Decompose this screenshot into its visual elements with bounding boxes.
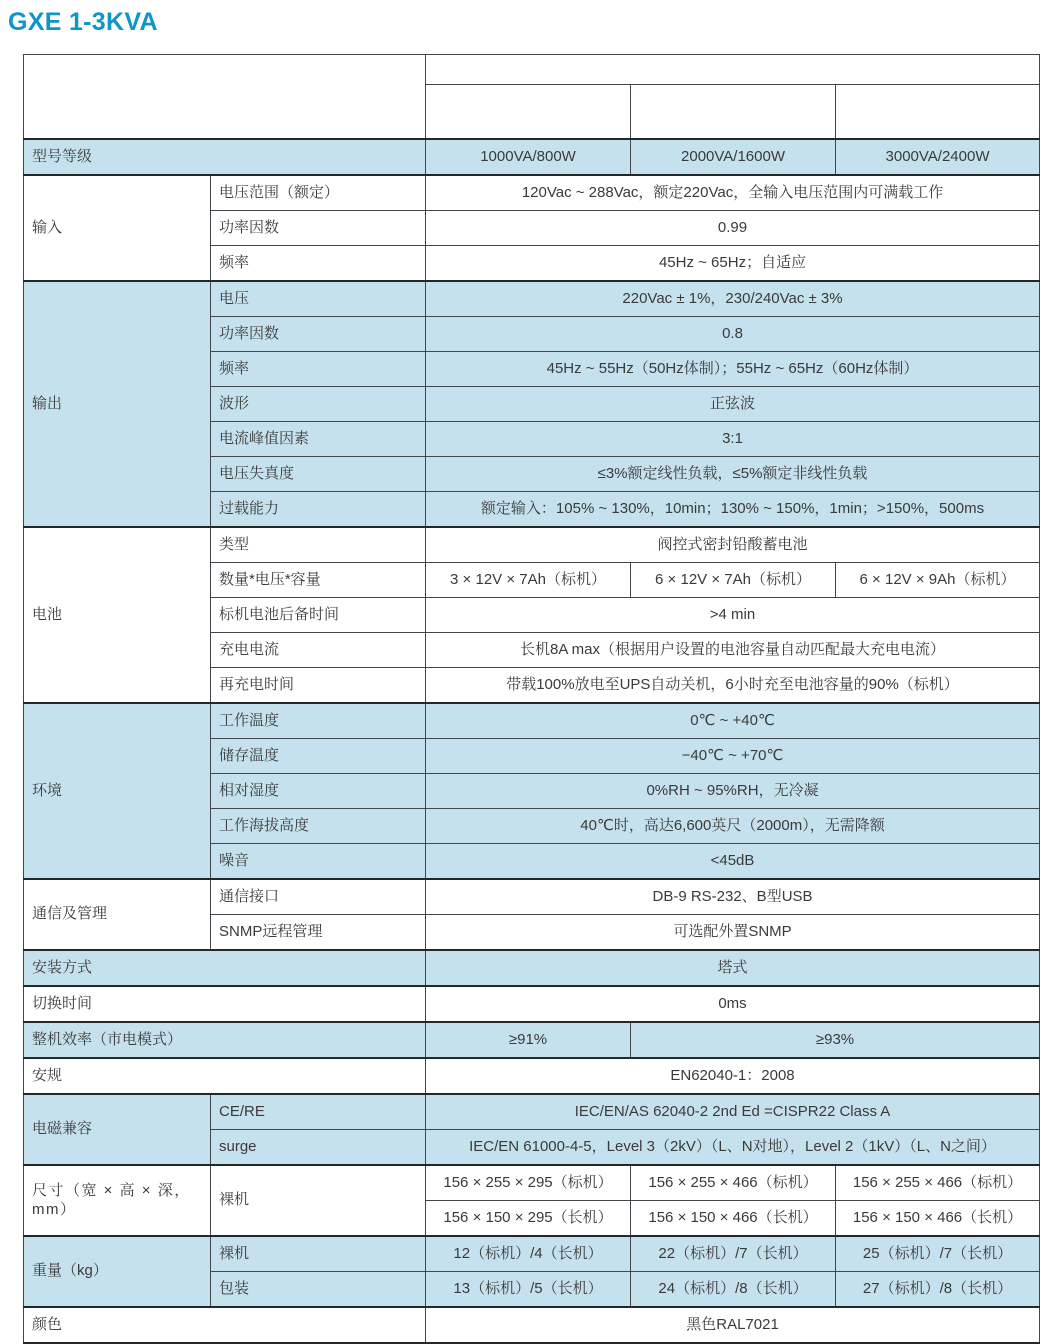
row-installation (24, 950, 1040, 986)
input-param-power-factor: 功率因数 (211, 211, 426, 246)
row-rating (24, 139, 1040, 175)
model-header-3 (836, 85, 1040, 140)
row-env-operating-temp (24, 703, 1040, 739)
row-emc-cere (24, 1094, 1040, 1130)
model-3-line2: /GXE03k00TL1101C00 (859, 111, 1016, 129)
comm-value-snmp: 可选配外置SNMP (426, 915, 1040, 951)
row-safety (24, 1058, 1040, 1094)
env-value-humidity: 0%RH ~ 95%RH，无冷凝 (426, 774, 1040, 809)
battery-value-backup-time: >4 min (426, 598, 1040, 633)
emc-value-surge: IEC/EN 61000-4-5，Level 3（2kV）（L、N对地），Level 2（1kV）（L、N之间） (426, 1130, 1040, 1166)
model-2-line1: GXE 02k00TS1101C00 (654, 92, 812, 110)
output-param-voltage: 电压 (211, 281, 426, 317)
color-label: 颜色 (24, 1307, 426, 1343)
weight-param-packed: 包装 (211, 1272, 426, 1308)
rating-value-2: 2000VA/1600W (631, 139, 836, 175)
output-param-crest-factor: 电流峰值因素 (211, 422, 426, 457)
battery-section-label: 电池 (24, 527, 211, 703)
efficiency-value-model23: ≥93% (631, 1022, 1040, 1058)
output-value-frequency: 45Hz ~ 55Hz（50Hz体制）；55Hz ~ 65Hz（60Hz体制） (426, 352, 1040, 387)
output-param-distortion: 电压失真度 (211, 457, 426, 492)
input-value-power-factor: 0.99 (426, 211, 1040, 246)
output-value-overload: 额定输入：105% ~ 130%，10min；130% ~ 150%，1min；>150%，500ms (426, 492, 1040, 528)
battery-qty-value-2: 6 × 12V × 7Ah（标机） (631, 563, 836, 598)
output-param-overload: 过载能力 (211, 492, 426, 528)
battery-param-charge-current: 充电电流 (211, 633, 426, 668)
output-value-power-factor: 0.8 (426, 317, 1040, 352)
row-output-voltage (24, 281, 1040, 317)
weight-bare-value-1: 12（标机）/4（长机） (426, 1236, 631, 1272)
model-3-line1: GXE03k00TS1101C00 (861, 92, 1014, 110)
dimensions-section-label: 尺寸（宽 × 高 × 深，mm） (24, 1165, 211, 1236)
weight-section-label: 重量（kg） (24, 1236, 211, 1307)
installation-value: 塔式 (426, 950, 1040, 986)
rating-label: 型号等级 (24, 139, 426, 175)
battery-value-recharge-time: 带载100%放电至UPS自动关机，6小时充至电池容量的90%（标机） (426, 668, 1040, 704)
output-param-frequency: 频率 (211, 352, 426, 387)
row-battery-type (24, 527, 1040, 563)
dimensions-standard-value-1: 156 × 255 × 295（标机） (426, 1165, 631, 1201)
input-param-voltage-range: 电压范围（额定） (211, 175, 426, 211)
battery-qty-value-3: 6 × 12V × 9Ah（标机） (836, 563, 1040, 598)
output-value-voltage: 220Vac ± 1%，230/240Vac ± 3% (426, 281, 1040, 317)
spec-table (23, 54, 1040, 1344)
output-param-power-factor: 功率因数 (211, 317, 426, 352)
weight-bare-value-3: 25（标机）/7（长机） (836, 1236, 1040, 1272)
env-param-altitude: 工作海拔高度 (211, 809, 426, 844)
env-param-humidity: 相对湿度 (211, 774, 426, 809)
weight-param-bare: 裸机 (211, 1236, 426, 1272)
safety-value: EN62040-1：2008 (426, 1058, 1040, 1094)
battery-param-backup-time: 标机电池后备时间 (211, 598, 426, 633)
output-value-crest-factor: 3:1 (426, 422, 1040, 457)
header-row-product-model (24, 55, 1040, 85)
env-param-operating-temp: 工作温度 (211, 703, 426, 739)
emc-value-cere: IEC/EN/AS 62040-2 2nd Ed =CISPR22 Class A (426, 1094, 1040, 1130)
output-param-waveform: 波形 (211, 387, 426, 422)
battery-param-recharge-time: 再充电时间 (211, 668, 426, 704)
installation-label: 安装方式 (24, 950, 426, 986)
weight-packed-value-1: 13（标机）/5（长机） (426, 1272, 631, 1308)
row-input-voltage-range (24, 175, 1040, 211)
output-section-label: 输出 (24, 281, 211, 527)
battery-value-charge-current: 长机8A max（根据用户设置的电池容量自动匹配最大充电电流） (426, 633, 1040, 668)
weight-packed-value-3: 27（标机）/8（长机） (836, 1272, 1040, 1308)
safety-label: 安规 (24, 1058, 426, 1094)
transfer-time-label: 切换时间 (24, 986, 426, 1022)
row-color (24, 1307, 1040, 1343)
row-transfer-time (24, 986, 1040, 1022)
dimensions-standard-value-2: 156 × 255 × 466（标机） (631, 1165, 836, 1201)
env-value-altitude: 40℃时，高达6,600英尺（2000m），无需降额 (426, 809, 1040, 844)
model-1-line1: GXE01k00TS1101C00 (451, 92, 605, 110)
env-param-noise: 噪音 (211, 844, 426, 880)
rating-value-3: 3000VA/2400W (836, 139, 1040, 175)
efficiency-label: 整机效率（市电模式） (24, 1022, 426, 1058)
input-section-label: 输入 (24, 175, 211, 281)
input-value-voltage-range: 120Vac ~ 288Vac，额定220Vac，全输入电压范围内可满载工作 (426, 175, 1040, 211)
battery-qty-value-1: 3 × 12V × 7Ah（标机） (426, 563, 631, 598)
weight-packed-value-2: 24（标机）/8（长机） (631, 1272, 836, 1308)
dimensions-longrun-value-1: 156 × 150 × 295（长机） (426, 1201, 631, 1237)
page-title: GXE 1-3KVA (8, 8, 158, 36)
comm-value-interface: DB-9 RS-232、B型USB (426, 879, 1040, 915)
env-value-noise: <45dB (426, 844, 1040, 880)
output-value-distortion: ≤3%额定线性负载，≤5%额定非线性负载 (426, 457, 1040, 492)
weight-bare-value-2: 22（标机）/7（长机） (631, 1236, 836, 1272)
battery-param-qty: 数量*电压*容量 (211, 563, 426, 598)
row-dimensions-standard (24, 1165, 1040, 1201)
row-efficiency (24, 1022, 1040, 1058)
env-value-operating-temp: 0℃ ~ +40℃ (426, 703, 1040, 739)
model-2-line2: / GXE 02k00TL1101C00 (650, 111, 816, 129)
input-value-frequency: 45Hz ~ 65Hz；自适应 (426, 246, 1040, 282)
dimensions-longrun-value-3: 156 × 150 × 466（长机） (836, 1201, 1040, 1237)
comm-param-interface: 通信接口 (211, 879, 426, 915)
model-1-line2: / GXE 01k00TL1101C00 (445, 111, 611, 129)
row-comm-interface (24, 879, 1040, 915)
rating-value-1: 1000VA/800W (426, 139, 631, 175)
dimensions-longrun-value-2: 156 × 150 × 466（长机） (631, 1201, 836, 1237)
model-header-2 (631, 85, 836, 140)
emc-section-label: 电磁兼容 (24, 1094, 211, 1165)
communication-section-label: 通信及管理 (24, 879, 211, 950)
env-value-storage-temp: −40℃ ~ +70℃ (426, 739, 1040, 774)
row-weight-bare (24, 1236, 1040, 1272)
emc-param-cere: CE/RE (211, 1094, 426, 1130)
input-param-frequency: 频率 (211, 246, 426, 282)
product-model-header-cell: 产品型号 (426, 55, 1040, 85)
efficiency-value-model1: ≥91% (426, 1022, 631, 1058)
emc-param-surge: surge (211, 1130, 426, 1166)
param-header-cell: 参数 (24, 55, 426, 140)
color-value: 黑色RAL7021 (426, 1307, 1040, 1343)
model-header-1 (426, 85, 631, 140)
dimensions-param-bare-unit: 裸机 (211, 1165, 426, 1236)
comm-param-snmp: SNMP远程管理 (211, 915, 426, 951)
battery-value-type: 阀控式密封铅酸蓄电池 (426, 527, 1040, 563)
battery-param-type: 类型 (211, 527, 426, 563)
environment-section-label: 环境 (24, 703, 211, 879)
env-param-storage-temp: 储存温度 (211, 739, 426, 774)
output-value-waveform: 正弦波 (426, 387, 1040, 422)
dimensions-standard-value-3: 156 × 255 × 466（标机） (836, 1165, 1040, 1201)
transfer-time-value: 0ms (426, 986, 1040, 1022)
